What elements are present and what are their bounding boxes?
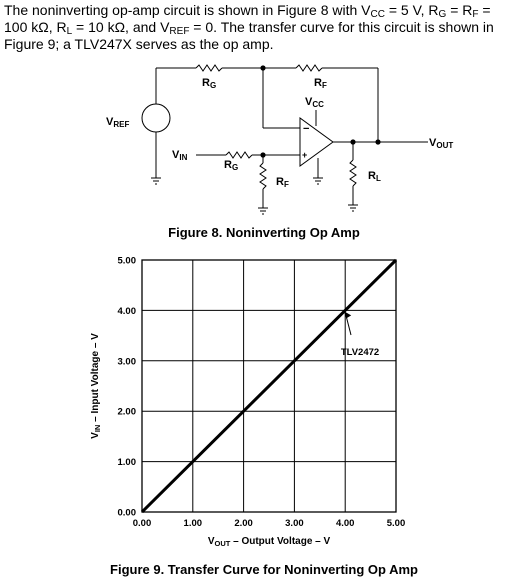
y-tick-label: 2.00	[117, 406, 136, 418]
x-tick-label: 5.00	[386, 518, 406, 529]
x-tick-label: 2.00	[234, 518, 253, 529]
resistor-rf-bottom	[260, 163, 266, 189]
label-vout: VOUT	[429, 137, 454, 150]
resistor-rl	[350, 160, 356, 186]
label-rl: RL	[368, 170, 381, 183]
label-rf-bottom: RF	[276, 176, 289, 189]
intro-line-1: The noninverting op-amp circuit is shown in Figure 8 with $V_{CC} = 5$ V, $R_G = R_F$ =	[4, 2, 491, 20]
resistor-rg-top	[196, 65, 222, 71]
resistor-rg-in	[226, 152, 252, 158]
y-tick-label: 3.00	[117, 356, 136, 368]
vref-source	[142, 104, 170, 132]
resistor-rf-top	[296, 65, 322, 71]
junction-rl	[350, 139, 355, 144]
ground-rl-icon	[348, 205, 358, 211]
junction-out	[375, 139, 380, 144]
x-axis-label: $V_{OUT}$ – Output Voltage – V	[207, 536, 331, 548]
label-rf-top: RF	[314, 77, 327, 90]
transfer-curve-chart	[90, 256, 405, 549]
x-tick-label: 1.00	[183, 518, 203, 529]
figure8-caption: Figure 8. Noninverting Op Amp	[168, 225, 360, 240]
label-rg-in: RG	[224, 159, 239, 172]
x-tick-label: 3.00	[285, 518, 304, 529]
junction-noninv	[260, 152, 265, 157]
series-line-tlv2472	[142, 260, 396, 512]
ground-rf-icon	[258, 208, 268, 214]
ground-symbols	[151, 178, 358, 214]
label-rg-top: RG	[202, 77, 217, 90]
y-axis-label: $V_{IN}$ – Input Voltage – V	[90, 333, 102, 439]
x-tick-label: 0.00	[132, 518, 152, 529]
schematic-labels	[106, 77, 453, 189]
junction-top	[260, 65, 265, 70]
ground-opamp-icon	[313, 178, 323, 184]
annotation-label: TLV2472	[340, 347, 380, 358]
label-vref: VREF	[106, 116, 130, 129]
label-vcc: VCC	[305, 96, 324, 109]
intro-line-3: Figure 9; a TLV247X serves as the op amp.	[4, 36, 274, 52]
y-tick-label: 0.00	[117, 507, 136, 519]
label-minus: −	[303, 123, 310, 135]
y-tick-label: 1.00	[117, 457, 136, 469]
y-tick-label: 4.00	[117, 305, 136, 317]
label-plus: +	[302, 150, 308, 160]
y-tick-label: 5.00	[117, 255, 136, 267]
label-vin: VIN	[172, 149, 188, 162]
x-tick-label: 4.00	[335, 518, 355, 529]
ground-vref-icon	[151, 178, 161, 184]
intro-line-2: 100 kΩ, $R_L = 10$ kΩ, and $V_{REF} = 0$. The transfer curve for this circuit is shown in	[4, 19, 494, 37]
figure9-caption: Figure 9. Transfer Curve for Noninverting Op Amp	[110, 562, 418, 577]
